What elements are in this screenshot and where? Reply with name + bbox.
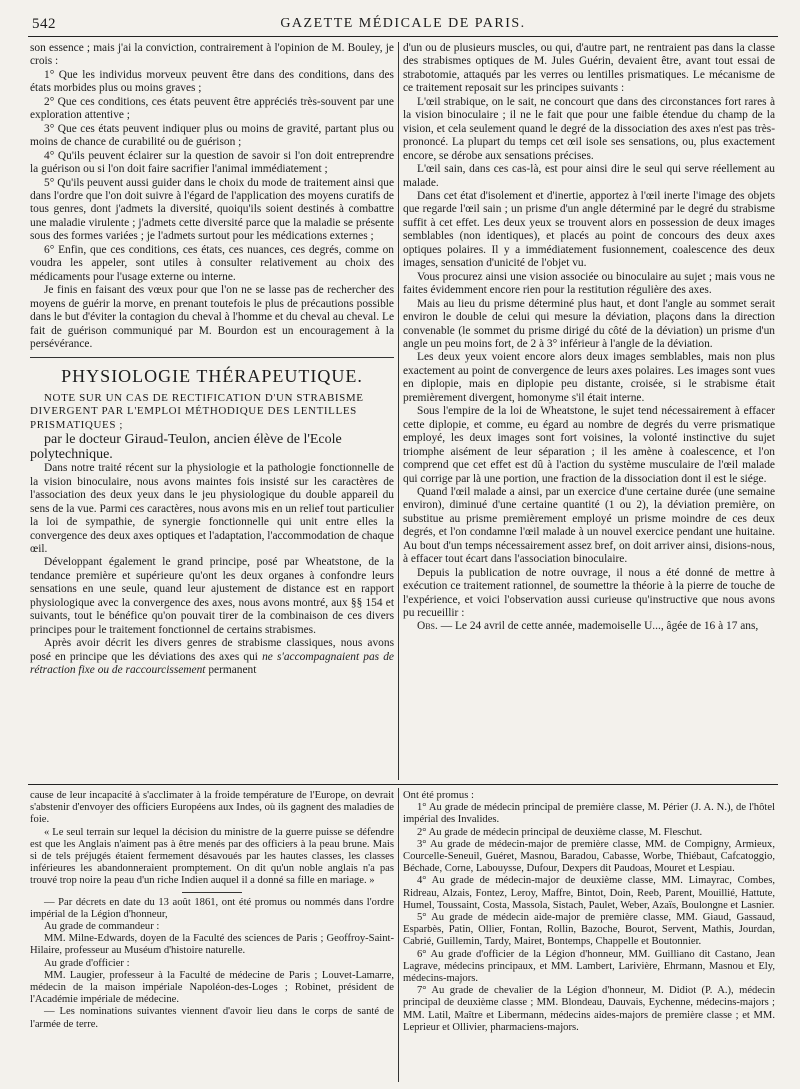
- paragraph: 6° Au grade d'officier de la Légion d'honneur, MM. Guilliano dit Castano, Jean Lagrave, médecins principaux, et MM. Lambert, Larivière, Ehrmann, Masnou et Ely, médecins-majors.: [403, 948, 775, 985]
- paragraph: Quand l'œil malade a ainsi, par un exercice d'une certaine durée (une semaine environ), diminué d'une certaine quantité (1 ou 2), la déviation première, on substitue au prisme premièrement employé un prisme moindre de ces deux degrés, et l'on condamne l'œil malade à un nouvel exercice pendant une huitaine. Au bout d'un temps nécessairement assez bref, on doit arriver ainsi, disions-nous, à effacer tout écart dans l'association binoculaire.: [403, 485, 775, 566]
- paragraph: — Par décrets en date du 13 août 1861, ont été promus ou nommés dans l'ordre impérial de la Légion d'honneur,: [30, 896, 394, 920]
- paragraph: 2° Au grade de médecin principal de deuxième classe, M. Fleschut.: [417, 826, 703, 838]
- note-author: par le docteur Giraud-Teulon, ancien élève de l'Ecole polytechnique.: [30, 432, 342, 463]
- paragraph: Les deux yeux voient encore alors deux images semblables, mais non plus exactement au point de convergence de leurs axes polaires. Les images sont vues en diplopie, mais en diplopie peu distante, croisée, si le strabisme était premièrement divergent, homonyme s'il était interne.: [403, 351, 775, 404]
- paragraph: Je finis en faisant des vœux pour que l'on ne se lasse pas de rechercher des moyens de guérir la morve, en prenant toutefois le plus de précautions possible dans le but d'éviter la contagion du cheval à l'homme et du cheval au cheval. Le fait de guérison communiqué par M. Bourdon est un encouragement à la persévérance.: [30, 284, 394, 350]
- bottom-right-column: [403, 790, 775, 1082]
- paragraph: « Le seul terrain sur lequel la décision du ministre de la guerre puisse se défendre est que les Anglais n'aiment pas à être menés par des officiers à la peau brune. Mais si de tels préjugés étaient fermement désavoués par les hautes classes, les classes inférieures les abandonneraient promptement. On dit qu'un noble anglais n'a pas trouvé trop noire la peau d'un riche Indien auquel il a donné sa fille en mariage. »: [30, 826, 394, 887]
- paragraph: 5° Au grade de médecin aide-major de première classe, MM. Giaud, Gassaud, Esparbès, Patin, Ollier, Fontan, Rollin, Bazoche, Bourot, Servent, Mathis, Jourdan, Cabrié, Guillemin, Tardy, Mairet, Bontemps, Chappelle et Boutonnier.: [403, 912, 775, 948]
- paragraph: [30, 637, 394, 677]
- paragraph: 4° Au grade de médecin-major de deuxième classe, MM. Limayrac, Combes, Ridreau, Alzais, Fontez, Leroy, Maffre, Bintot, Doin, Reeb, Parent, Mouillié, Hattute, Humel, Toussaint, Costa, Massola, Sistach, Paulet, Weber, Azaïs, Boulongne et Lasnier.: [403, 875, 775, 911]
- bottom-column-divider: [398, 788, 399, 1082]
- paragraph: — Les nominations suivantes viennent d'avoir lieu dans le corps de santé de l'armée de terre.: [30, 1006, 394, 1030]
- paragraph: Dans cet état d'isolement et d'inertie, apportez à l'œil inerte l'image des objets que regarde l'œil sain ; un prisme d'un angle déterminé par le degré du strabisme suffit à cet effet. Les deux yeux se trouvent alors en possession de deux images semblables (non identiques), et placés au point de concours des deux axes optiques polaires. Il y a immédiatement fusionnement, coalescence des deux images, sensation d'unicité de l'objet vu.: [403, 189, 775, 270]
- paragraph: son essence ; mais j'ai la conviction, contrairement à l'opinion de M. Bouley, je crois :: [30, 42, 394, 68]
- section-divider: [30, 357, 394, 358]
- note-title: NOTE SUR UN CAS DE RECTIFICATION D'UN STRABISME DIVERGENT PAR L'EMPLOI MÉTHODIQUE DES LENTILLES PRISMATIQUES ;: [30, 391, 364, 431]
- right-column: [403, 42, 775, 782]
- paragraph: Depuis la publication de notre ouvrage, il nous a été donné de mettre à exécution ce traitement rationnel, de soumettre la théorie à la pierre de touche de l'expérience, et voici l'observation aussi curieuse qu'instructive que nous avons pu recueillir :: [403, 566, 775, 620]
- observation-paragraph: [403, 620, 775, 633]
- paragraph: 2° Que ces conditions, ces états peuvent être appréciés très-souvent par une exploration attentive ;: [30, 95, 394, 122]
- paragraph: Sous l'empire de la loi de Wheatstone, le sujet tend nécessairement à effacer cette diplopie, et comme, eu égard au nombre de degrés du verre prismatique employé, les deux images sont fort voisines, la volonté instinctive du sujet triomphe aisément de leur séparation ; il les amène à coalescence, et l'on comprend que cet effet est dû à l'action du système musculaire de l'œil malade qui corrige par là une portion, une fraction de la dissociation dont il est le siége.: [403, 405, 775, 485]
- journal-title: GAZETTE MÉDICALE DE PARIS.: [280, 16, 526, 31]
- paragraph: 6° Enfin, que ces conditions, ces états, ces nuances, ces degrés, comme on voudra les appeler, sont utiles à consulter relativement au choix des médicaments pour l'usage externe ou interne.: [30, 243, 394, 283]
- page-header: [28, 14, 778, 37]
- paragraph: Mais au lieu du prisme déterminé plus haut, et dont l'angle au sommet serait environ le double de celui qui mesure la déviation, plaçons dans la direction convenable (le sommet du prisme dirigé du côté de la déviation) un prisme d'un angle un peu moins fort, de 2 à 3° inférieur à l'angle de la déviation.: [403, 297, 775, 350]
- paragraph: 7° Au grade de chevalier de la Légion d'honneur, M. Didiot (P. A.), médecin principal de deuxième classe ; MM. Blondeau, Dauvais, Eychenne, médecins-majors ; MM. Latil, Maître et Libermann, médecins aides-majors de première classe ; et MM. Leprieur et Ollivier, pharmaciens-majors.: [403, 985, 775, 1033]
- paragraph: d'un ou de plusieurs muscles, ou qui, d'autre part, ne rentraient pas dans la classe des strabismes optiques de M. Jules Guérin, devaient être, avant tout essai de strabotomie, attaqués par les verres ou lentilles prismatiques. Le mécanisme de ce traitement reposait sur les principes suivants :: [403, 42, 775, 95]
- observation-label: Obs.: [417, 620, 438, 633]
- paragraph-text: permanent: [208, 664, 257, 677]
- left-column: [30, 42, 394, 782]
- paragraph: Dans notre traité récent sur la physiologie et la pathologie fonctionnelle de la vision binoculaire, nous avons maintes fois insisté sur les caractères de l'association des deux yeux dans le jeu physiologique du double appareil du sens de la vue. Parmi ces caractères, nous avons mis en un relief tout particulier la loi de sympathie, de synergie fonctionnelle qui unit entre elles la convergence des deux axes optiques et l'adaptation, l'accommodation de chaque œil.: [30, 462, 394, 555]
- paragraph: MM. Milne-Edwards, doyen de la Faculté des sciences de Paris ; Geoffroy-Saint-Hilaire, professeur au Muséum d'histoire naturelle.: [30, 933, 394, 957]
- page-number: 542: [32, 16, 56, 32]
- paragraph: 4° Qu'ils peuvent éclairer sur la question de savoir si l'on doit entreprendre la guérison ou si l'on doit faire sacrifier l'animal immédiatement ;: [30, 149, 394, 176]
- feuilleton-divider: [28, 784, 778, 785]
- bottom-left-column: [30, 790, 394, 1082]
- paragraph: Développant également le grand principe, posé par Wheatstone, de la tendance première et supérieure qu'ont les deux organes à confondre leurs sensations en une seule, quand leur ajustement de distance est en rapport physiologique avec la convergence des axes, nous avons montré, aux §§ 154 et suivants, tout le bénéfice qu'on pouvait tirer de la combinaison de ces divers principes pour le traitement fonctionnel de certains strabismes.: [30, 556, 394, 636]
- paragraph: MM. Laugier, professeur à la Faculté de médecine de Paris ; Louvet-Lamarre, médecin de la maison impériale Napoléon-des-Loges ; Robinet, président de l'Académie impériale de médecine.: [30, 969, 394, 1006]
- paragraph: Au grade de commandeur :: [44, 921, 160, 933]
- paragraph-text: Après avoir décrit les divers genres de strabisme classiques, nous avons posé en principe que les déviations des axes qui: [30, 637, 394, 663]
- paragraph: Au grade d'officier :: [44, 957, 130, 969]
- short-divider: [182, 892, 242, 893]
- paragraph: cause de leur incapacité à s'acclimater à la froide température de l'Europe, on devrait s'abstenir d'envoyer des officiers Européens aux Indes, où ils gagnent des maladies de foie.: [30, 790, 394, 826]
- paragraph: Vous procurez ainsi une vision associée ou binoculaire au sujet ; mais vous ne faites évidemment encore rien pour la restitution régulière des axes.: [403, 270, 775, 297]
- paragraph: 1° Que les individus morveux peuvent être dans des conditions, dans des états morbides plus ou moins graves ;: [30, 68, 394, 95]
- paragraph: 3° Que ces états peuvent indiquer plus ou moins de gravité, partant plus ou moins de chance de curabilité ou de guérison ;: [30, 122, 394, 149]
- section-title: PHYSIOLOGIE THÉRAPEUTIQUE.: [61, 366, 363, 387]
- paragraph: L'œil sain, dans ces cas-là, est pour ainsi dire le seul qui serve réellement au malade.: [403, 163, 775, 189]
- column-divider: [398, 42, 399, 780]
- italic-text: ne s'accompagnaient pas de rétraction fixe ou de raccourcissement: [30, 650, 394, 677]
- observation-text: — Le 24 avril de cette année, mademoiselle U..., âgée de 16 à 17 ans,: [440, 620, 759, 633]
- paragraph: 3° Au grade de médecin-major de première classe, MM. de Compigny, Armieux, Courcelle-Seneuil, Guéret, Masnou, Baradou, Cabasse, Worbe, Thiébaut, Cafcatoggio, Béchade, Corne, Labouysse, Dufour, Dexpers dit Paudoas, Mouret et Lespiau.: [403, 838, 775, 875]
- paragraph: 5° Qu'ils peuvent aussi guider dans le choix du mode de traitement ainsi que dans l'ordre que l'on doit suivre à l'égard de l'application des moyens curatifs de tous genres, dont j'admets la diversité, quoiqu'ils soient destinés à combattre une maladie virulente ; j'admets cette diversité parce que la maladie se présente sous des formes variées ; je l'admets surtout pour les médications externes ;: [30, 176, 394, 243]
- paragraph: L'œil strabique, on le sait, ne concourt que dans des circonstances fort rares à la vision binoculaire ; il ne le fait que pour une faible étendue du champ de la vision, et cela seulement quand le degré de la dissociation des axes n'est pas très-prononcé. La plupart du temps cet œil isole ses sensations, ou, plus exactement encore, se dérobe aux sensations précises.: [403, 95, 775, 162]
- paragraph: Ont été promus :: [403, 790, 474, 801]
- paragraph: 1° Au grade de médecin principal de première classe, M. Périer (J. A. N.), de l'hôtel impérial des Invalides.: [403, 802, 775, 826]
